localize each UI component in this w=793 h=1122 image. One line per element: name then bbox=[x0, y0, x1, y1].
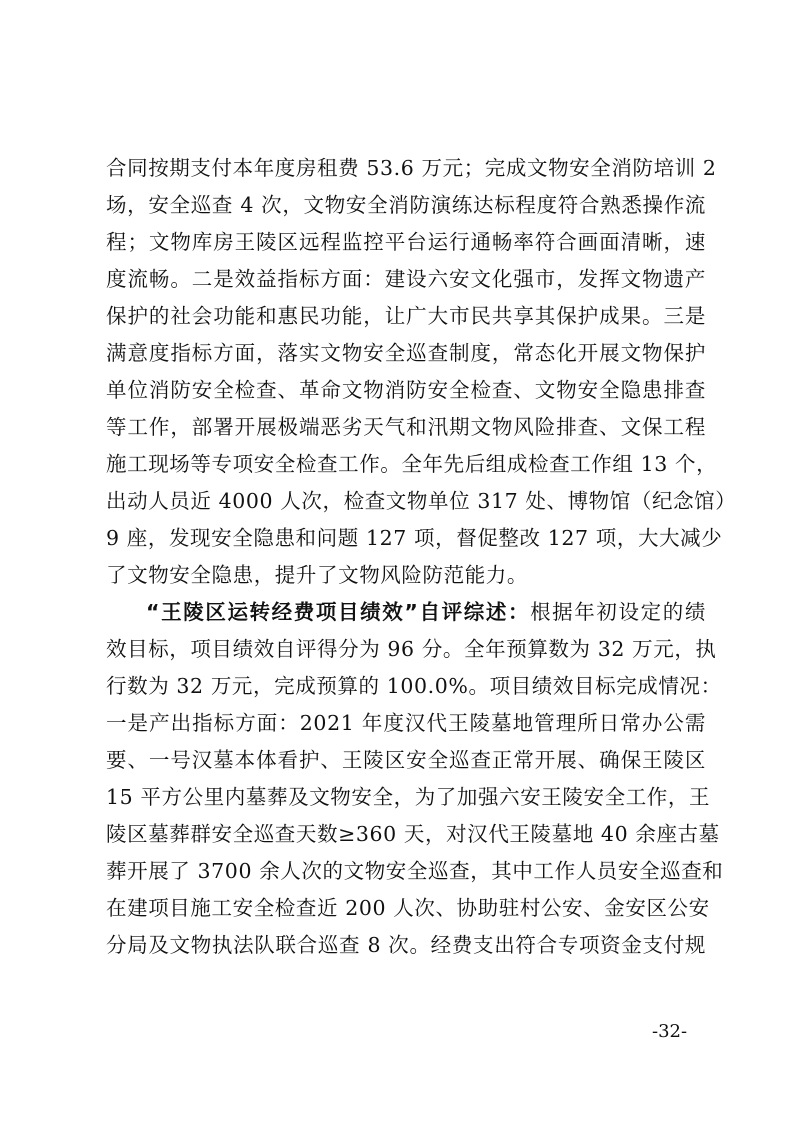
text-line: 出动人员近 4000 人次，检查文物单位 317 处、博物馆（纪念馆） bbox=[106, 489, 737, 513]
text-line: 合同按期支付本年度房租费 53.6 万元；完成文物安全消防培训 2 bbox=[106, 156, 717, 180]
text-line: 满意度指标方面，落实文物安全巡查制度，常态化开展文物保护 bbox=[106, 341, 706, 365]
text-line: 行数为 32 万元，完成预算的 100.0%。项目绩效目标完成情况： bbox=[106, 674, 722, 698]
text-line: 度流畅。二是效益指标方面：建设六安文化强市，发挥文物遗产 bbox=[106, 267, 706, 291]
text-line: 在建项目施工安全检查近 200 人次、协助驻村公安、金安区公安 bbox=[106, 896, 710, 920]
text-line: 15 平方公里内墓葬及文物安全，为了加强六安王陵安全工作，王 bbox=[106, 785, 711, 809]
text-line: 分局及文物执法队联合巡查 8 次。经费支出符合专项资金支付规 bbox=[106, 933, 706, 957]
text-line: 葬开展了 3700 余人次的文物安全巡查，其中工作人员安全巡查和 bbox=[106, 859, 724, 883]
text-line: 陵区墓葬群安全巡查天数≥360 天，对汉代王陵墓地 40 余座古墓 bbox=[106, 822, 720, 846]
text-line: 效目标，项目绩效自评得分为 96 分。全年预算数为 32 万元，执 bbox=[106, 637, 717, 661]
text-line: 了文物安全隐患，提升了文物风险防范能力。 bbox=[106, 563, 528, 587]
text-line: 一是产出指标方面：2021 年度汉代王陵墓地管理所日常办公需 bbox=[106, 711, 706, 735]
text-line-first bbox=[146, 597, 706, 627]
text-line: 场，安全巡查 4 次，文物安全消防演练达标程度符合熟悉操作流 bbox=[106, 193, 706, 217]
page-number: -32- bbox=[652, 1021, 688, 1042]
text-line: 施工现场等专项安全检查工作。全年先后组成检查工作组 13 个， bbox=[106, 452, 718, 476]
text-line: 等工作，部署开展极端恶劣天气和汛期文物风险排查、文保工程 bbox=[106, 415, 706, 439]
heading-continuation: 根据年初设定的绩 bbox=[530, 600, 706, 624]
text-line: 程；文物库房王陵区远程监控平台运行通畅率符合画面清晰，速 bbox=[106, 230, 706, 254]
text-line: 要、一号汉墓本体看护、王陵区安全巡查正常开展、确保王陵区 bbox=[106, 748, 706, 772]
text-line: 保护的社会功能和惠民功能，让广大市民共享其保护成果。三是 bbox=[106, 304, 706, 328]
text-line: 单位消防安全检查、革命文物消防安全检查、文物安全隐患排查 bbox=[106, 378, 706, 402]
section-heading: “王陵区运转经费项目绩效”自评综述： bbox=[146, 600, 531, 624]
text-line: 9 座，发现安全隐患和问题 127 项，督促整改 127 项，大大减少 bbox=[106, 526, 723, 550]
